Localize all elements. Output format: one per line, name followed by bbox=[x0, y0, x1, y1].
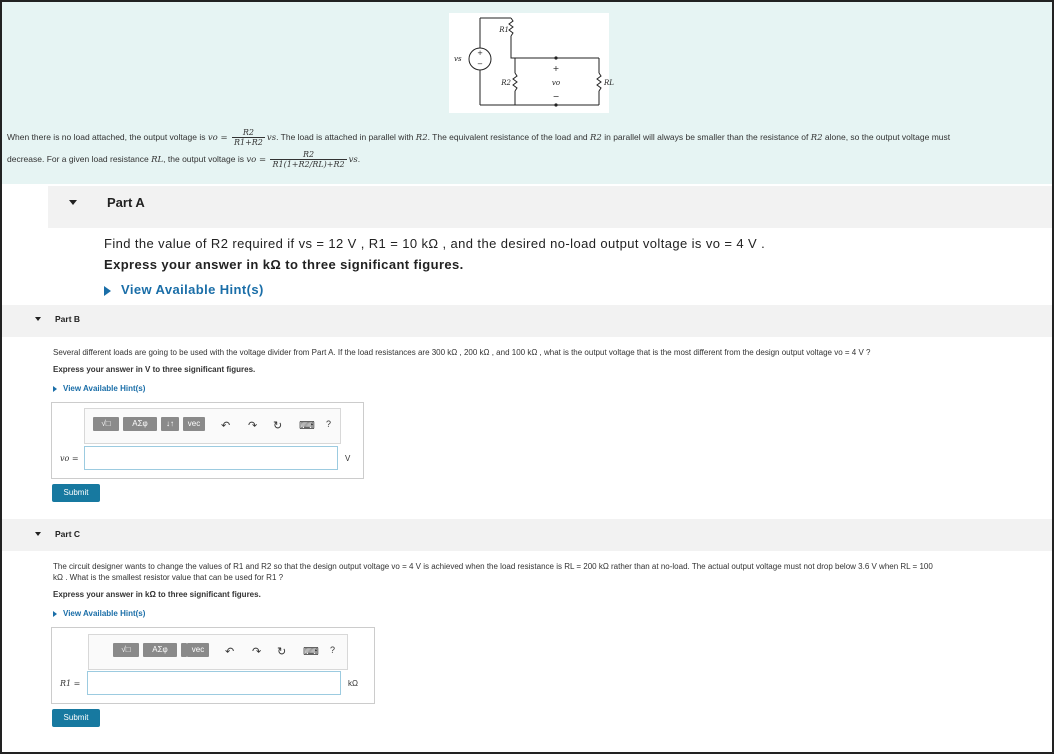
part-c-question-1: The circuit designer wants to change the values of R1 and R2 so that the design output voltage vo = 4 V is achieved when the load resistance is RL = 200 kΩ rather than at no-load. The actual output voltage must not drop below 3.6 V when RL = 100 bbox=[53, 562, 933, 571]
part-c-title: Part C bbox=[55, 529, 81, 539]
vo-label: vo bbox=[551, 79, 561, 87]
part-b-submit-button[interactable]: Submit bbox=[52, 484, 100, 502]
part-b-answer-input[interactable] bbox=[84, 446, 338, 470]
intro-r2-c: R2 bbox=[810, 132, 823, 143]
part-c-unit: kΩ bbox=[348, 679, 358, 688]
circuit-diagram bbox=[449, 13, 614, 113]
intro-fraction-1: $\frac{R2}{R1+R2}$ bbox=[233, 128, 263, 147]
part-b-toolbar bbox=[84, 408, 341, 444]
part-c-answer-label: R1 = bbox=[60, 679, 81, 688]
intro-text-2a: decrease. For a given load resistance bbox=[7, 153, 149, 164]
part-a-question: Find the value of R2 required if vs = 12 V , R1 = 10 kΩ , and the desired no-load output voltage is vo = 4 V . bbox=[104, 236, 766, 251]
r2-label: R2 bbox=[501, 79, 511, 87]
part-c-toolbar bbox=[88, 634, 348, 670]
part-b-title: Part B bbox=[55, 314, 81, 324]
part-b-instructions: Express your answer in V to three significant figures. bbox=[53, 365, 256, 374]
intro-vs: vs bbox=[266, 132, 277, 143]
intro-text-1a: When there is no load attached, the output voltage is bbox=[7, 131, 206, 142]
part-b-hint-link[interactable]: View Available Hint(s) bbox=[53, 384, 145, 393]
part-c-question-2: kΩ . What is the smallest resistor value that can be used for R1 ? bbox=[53, 573, 284, 582]
subscript-button[interactable]: ↓↑ bbox=[161, 417, 179, 431]
intro-r2-a: R2 bbox=[415, 132, 428, 143]
intro-vo-eq: vo = bbox=[207, 132, 228, 143]
part-a-title: Part A bbox=[107, 195, 145, 210]
vs-label: vs bbox=[454, 55, 462, 63]
greek-symbols-button[interactable]: ΑΣφ bbox=[143, 643, 177, 657]
part-b-answer-label: vo = bbox=[60, 454, 79, 463]
intro-line-1 bbox=[7, 128, 950, 147]
templates-button[interactable]: √□ bbox=[113, 643, 139, 657]
vo-plus: + bbox=[552, 64, 560, 73]
reset-icon[interactable]: ↻ bbox=[277, 646, 287, 658]
help-icon[interactable]: ? bbox=[326, 419, 332, 429]
part-a-hint-link[interactable]: View Available Hint(s) bbox=[104, 282, 264, 297]
hint-expand-icon bbox=[104, 286, 111, 296]
intro-text-2b: , the output voltage is bbox=[163, 153, 244, 164]
part-c-header[interactable] bbox=[2, 519, 1052, 551]
part-a-caret-icon[interactable] bbox=[69, 200, 77, 205]
part-c-answer-input[interactable] bbox=[87, 671, 341, 695]
part-c-caret-icon[interactable] bbox=[35, 532, 41, 536]
intro-fraction-2: $\frac{R2}{R1(1+R2/RL)+R2}$ bbox=[272, 150, 345, 169]
rl-label: RL bbox=[604, 79, 614, 87]
hint-expand-icon bbox=[53, 611, 57, 617]
undo-icon[interactable]: ↶ bbox=[221, 420, 231, 432]
intro-rl: RL bbox=[151, 154, 164, 165]
part-a-instructions: Express your answer in kΩ to three significant figures. bbox=[104, 257, 464, 272]
help-icon[interactable]: ? bbox=[330, 645, 336, 655]
vector-button[interactable]: vec bbox=[187, 643, 209, 657]
intro-text-1d: in parallel will always be smaller than the resistance of bbox=[604, 131, 809, 142]
intro-text-1b: . The load is attached in parallel with bbox=[276, 131, 414, 142]
greek-symbols-button[interactable]: ΑΣφ bbox=[123, 417, 157, 431]
part-c-submit-button[interactable]: Submit bbox=[52, 709, 100, 727]
templates-button[interactable]: √□ bbox=[93, 417, 119, 431]
part-b-caret-icon[interactable] bbox=[35, 317, 41, 321]
part-b-unit: V bbox=[345, 454, 351, 463]
intro-text-1e: alone, so the output voltage must bbox=[824, 131, 951, 142]
part-b-header[interactable] bbox=[2, 305, 1052, 337]
part-c-instructions: Express your answer in kΩ to three significant figures. bbox=[53, 590, 261, 599]
part-c-hint-link[interactable]: View Available Hint(s) bbox=[53, 609, 145, 618]
vo-minus: − bbox=[552, 92, 560, 101]
redo-icon[interactable]: ↷ bbox=[252, 646, 262, 658]
redo-icon[interactable]: ↷ bbox=[248, 420, 258, 432]
r1-label: R1 bbox=[499, 26, 509, 34]
part-a-header[interactable] bbox=[48, 186, 1052, 228]
hint-expand-icon bbox=[53, 386, 57, 392]
intro-r2-b: R2 bbox=[590, 132, 602, 143]
intro-vs-2: vs bbox=[348, 154, 358, 165]
intro-line-2: decrease. For a given load resistance RL, the output voltage is vo = $\frac{R2}{R1(1+R2/RL)+R2}$ vs. bbox=[7, 150, 361, 169]
keyboard-icon[interactable]: ⌨ bbox=[299, 420, 315, 432]
intro-vo-eq-2: vo = bbox=[246, 154, 267, 165]
intro-text-1c: . The equivalent resistance of the load and bbox=[427, 131, 588, 142]
source-minus: − bbox=[477, 60, 483, 68]
reset-icon[interactable]: ↻ bbox=[273, 420, 283, 432]
part-b-question: Several different loads are going to be used with the voltage divider from Part A. If the load resistances are 300 kΩ , 200 kΩ , and 100 kΩ , what is the output voltage that is the most different from the design output voltage vo = 4 V ? bbox=[53, 348, 871, 357]
vector-button[interactable]: vec bbox=[183, 417, 205, 431]
undo-icon[interactable]: ↶ bbox=[225, 646, 235, 658]
keyboard-icon[interactable]: ⌨ bbox=[303, 646, 319, 658]
circuit-svg bbox=[449, 13, 614, 113]
source-plus: + bbox=[477, 49, 483, 57]
